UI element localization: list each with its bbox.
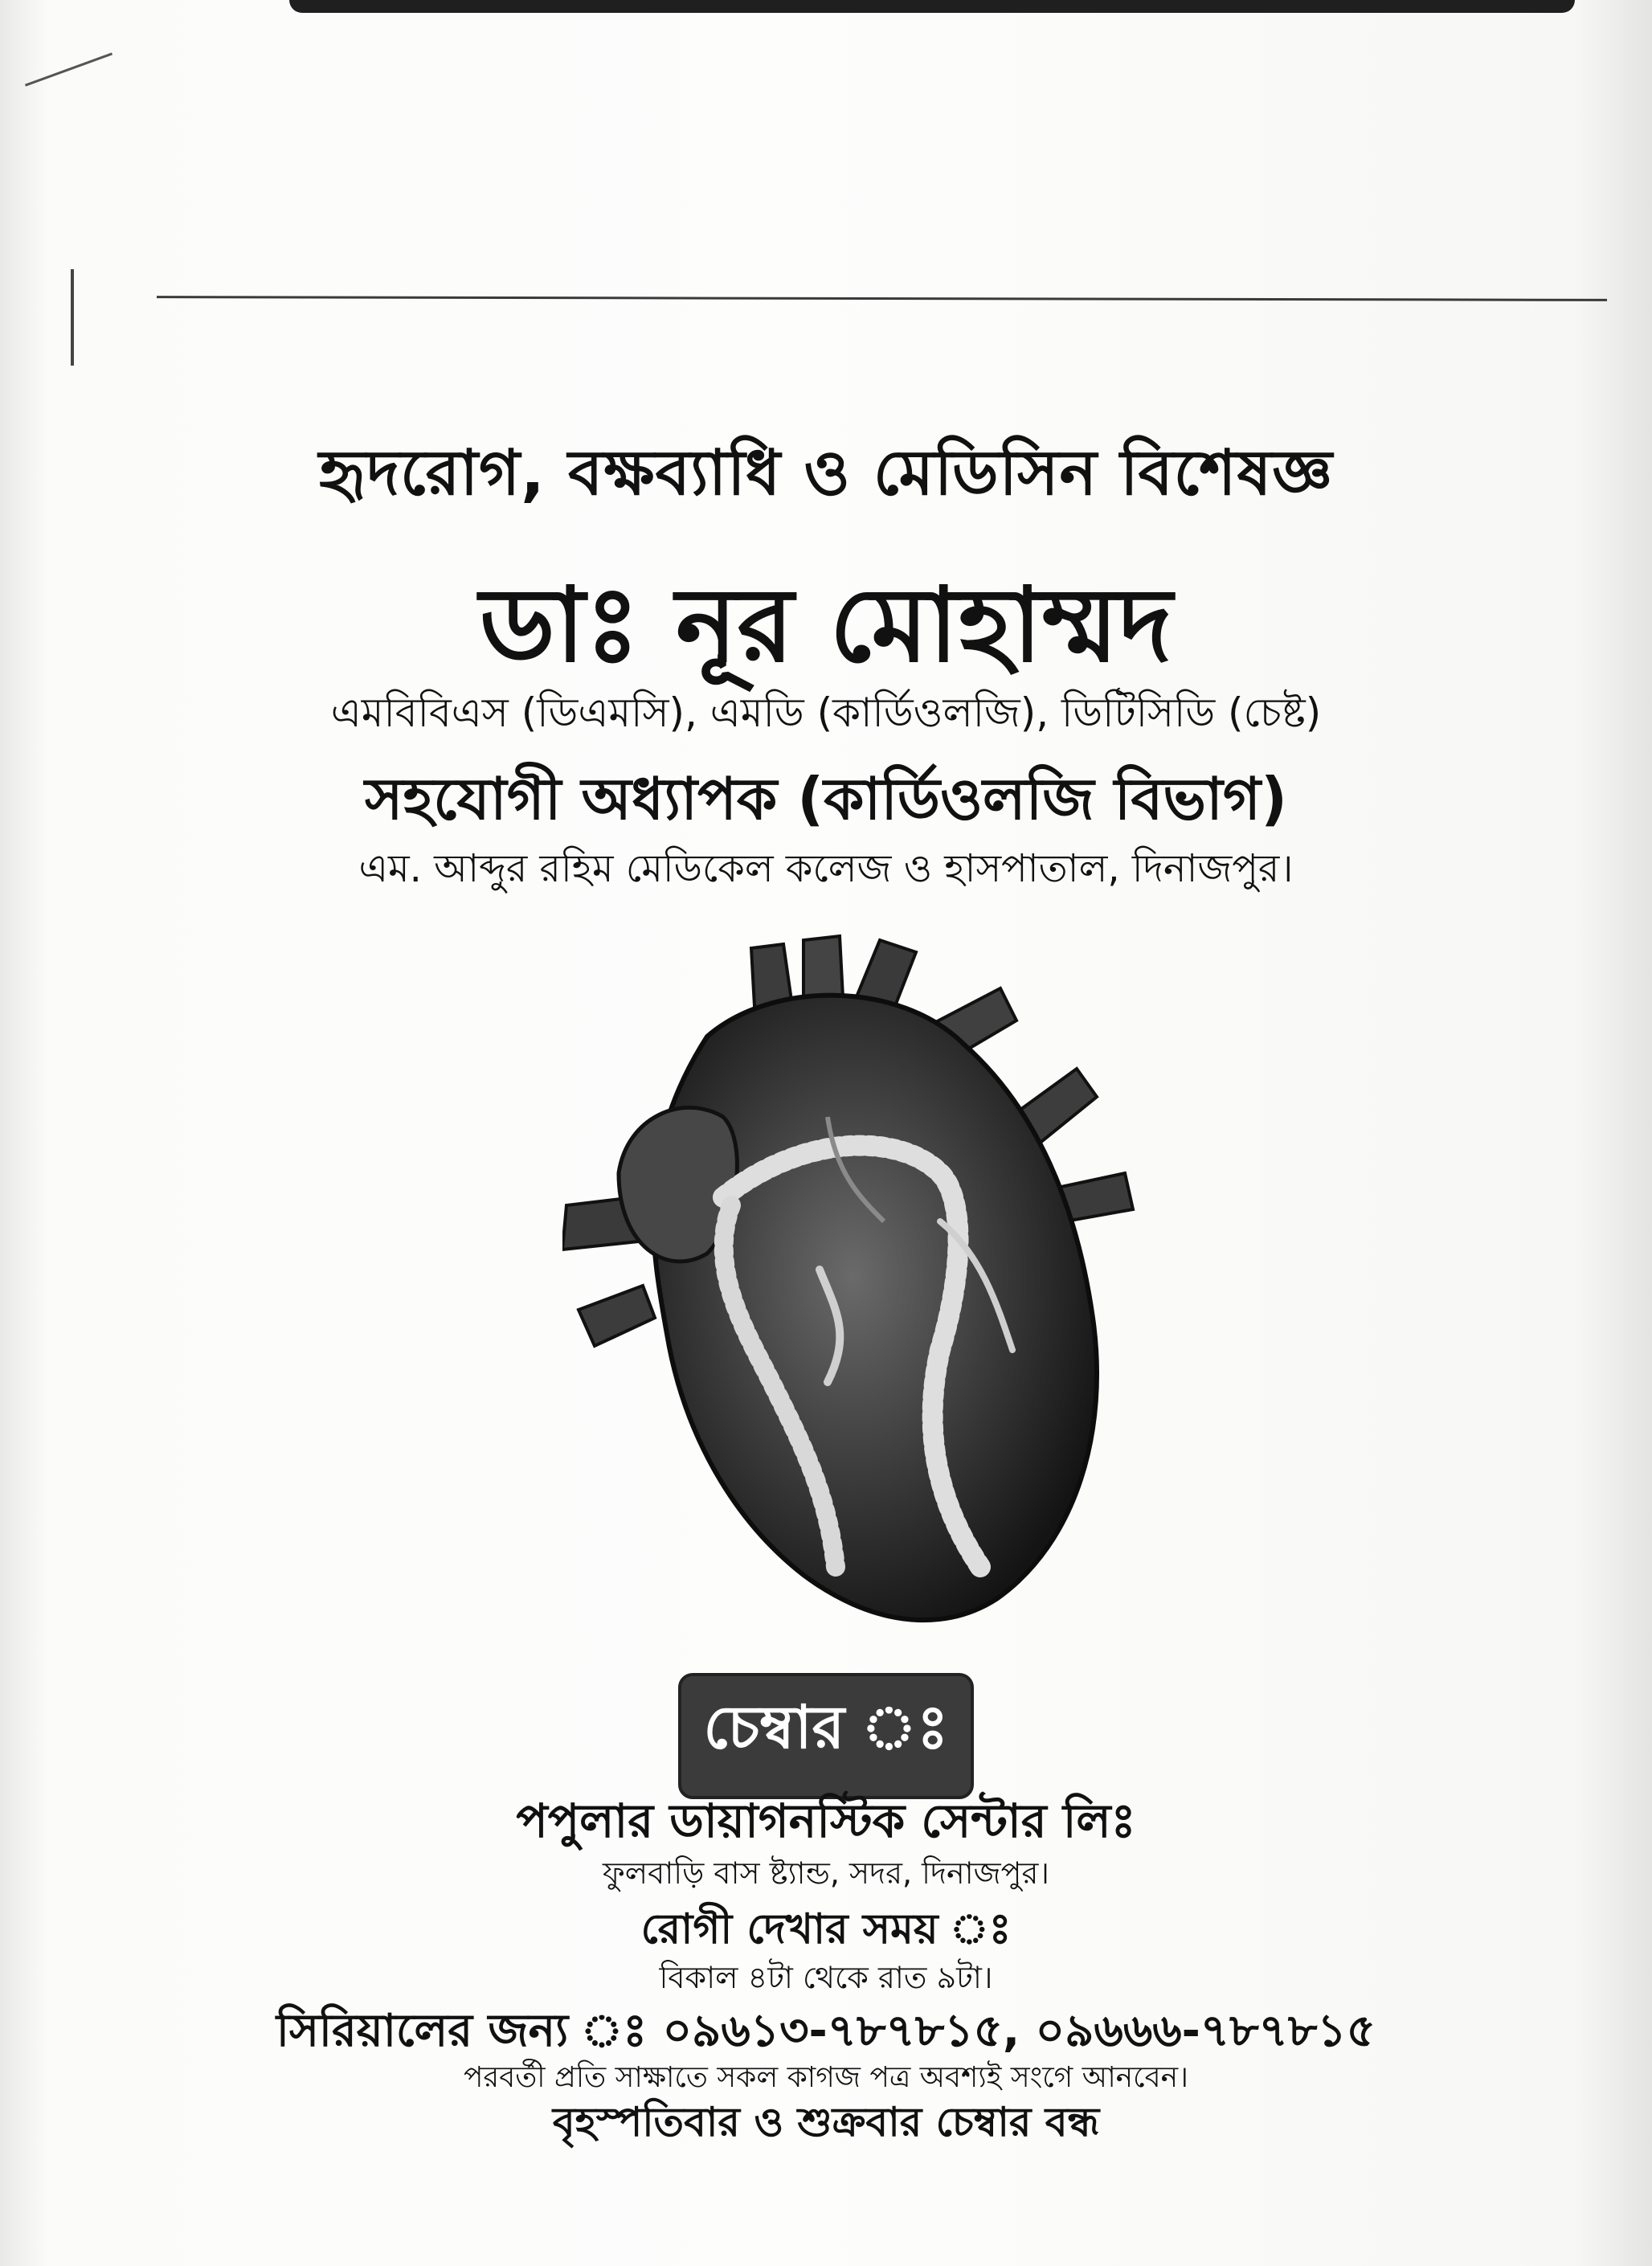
doctor-name: ডাঃ নূর মোহাম্মদ — [479, 566, 1173, 685]
doctor-institution: এম. আব্দুর রহিম মেডিকেল কলেজ ও হাসপাতাল, দিনাজপুর। — [358, 846, 1294, 891]
chamber-section — [0, 1673, 1652, 1799]
visiting-hours: বিকাল ৪টা থেকে রাত ৯টা। — [659, 1960, 993, 1995]
diagnostic-center-name: পপুলার ডায়াগনস্টিক সেন্টার লিঃ — [516, 1794, 1136, 1848]
chamber-address: ফুলবাড়ি বাস ষ্ট্যান্ড, সদর, দিনাজপুর। — [603, 1855, 1049, 1891]
staple-mark — [71, 269, 74, 366]
documents-note: পরবর্তী প্রতি সাক্ষাতে সকল কাগজ পত্র অবশ্যই সংগে আনবেন। — [463, 2061, 1189, 2094]
doctor-specialty: হৃদরোগ, বক্ষব্যাধি ও মেডিসিন বিশেষজ্ঞ — [318, 437, 1334, 509]
staple-mark — [25, 52, 112, 86]
scan-edge-strip — [289, 0, 1575, 13]
visiting-hours-label: রোগী দেখার সময় ঃ — [640, 1905, 1012, 1953]
closed-days: বৃহস্পতিবার ও শুক্রবার চেম্বার বন্ধ — [552, 2099, 1100, 2145]
doctor-degrees: এমবিবিএস (ডিএমসি), এমডি (কার্ডিওলজি), ডিটিসিডি (চেষ্ট) — [330, 689, 1322, 736]
serial-phone-numbers: সিরিয়ালের জন্য ঃ ০৯৬১৩-৭৮৭৮১৫, ০৯৬৬৬-৭৮৭৮১৫ — [276, 2005, 1376, 2057]
doctor-position: সহযোগী অধ্যাপক (কার্ডিওলজি বিভাগ) — [364, 765, 1288, 832]
header-divider — [157, 296, 1607, 301]
chamber-label: চেম্বার ঃ — [678, 1673, 975, 1799]
heart-illustration — [562, 932, 1221, 1639]
